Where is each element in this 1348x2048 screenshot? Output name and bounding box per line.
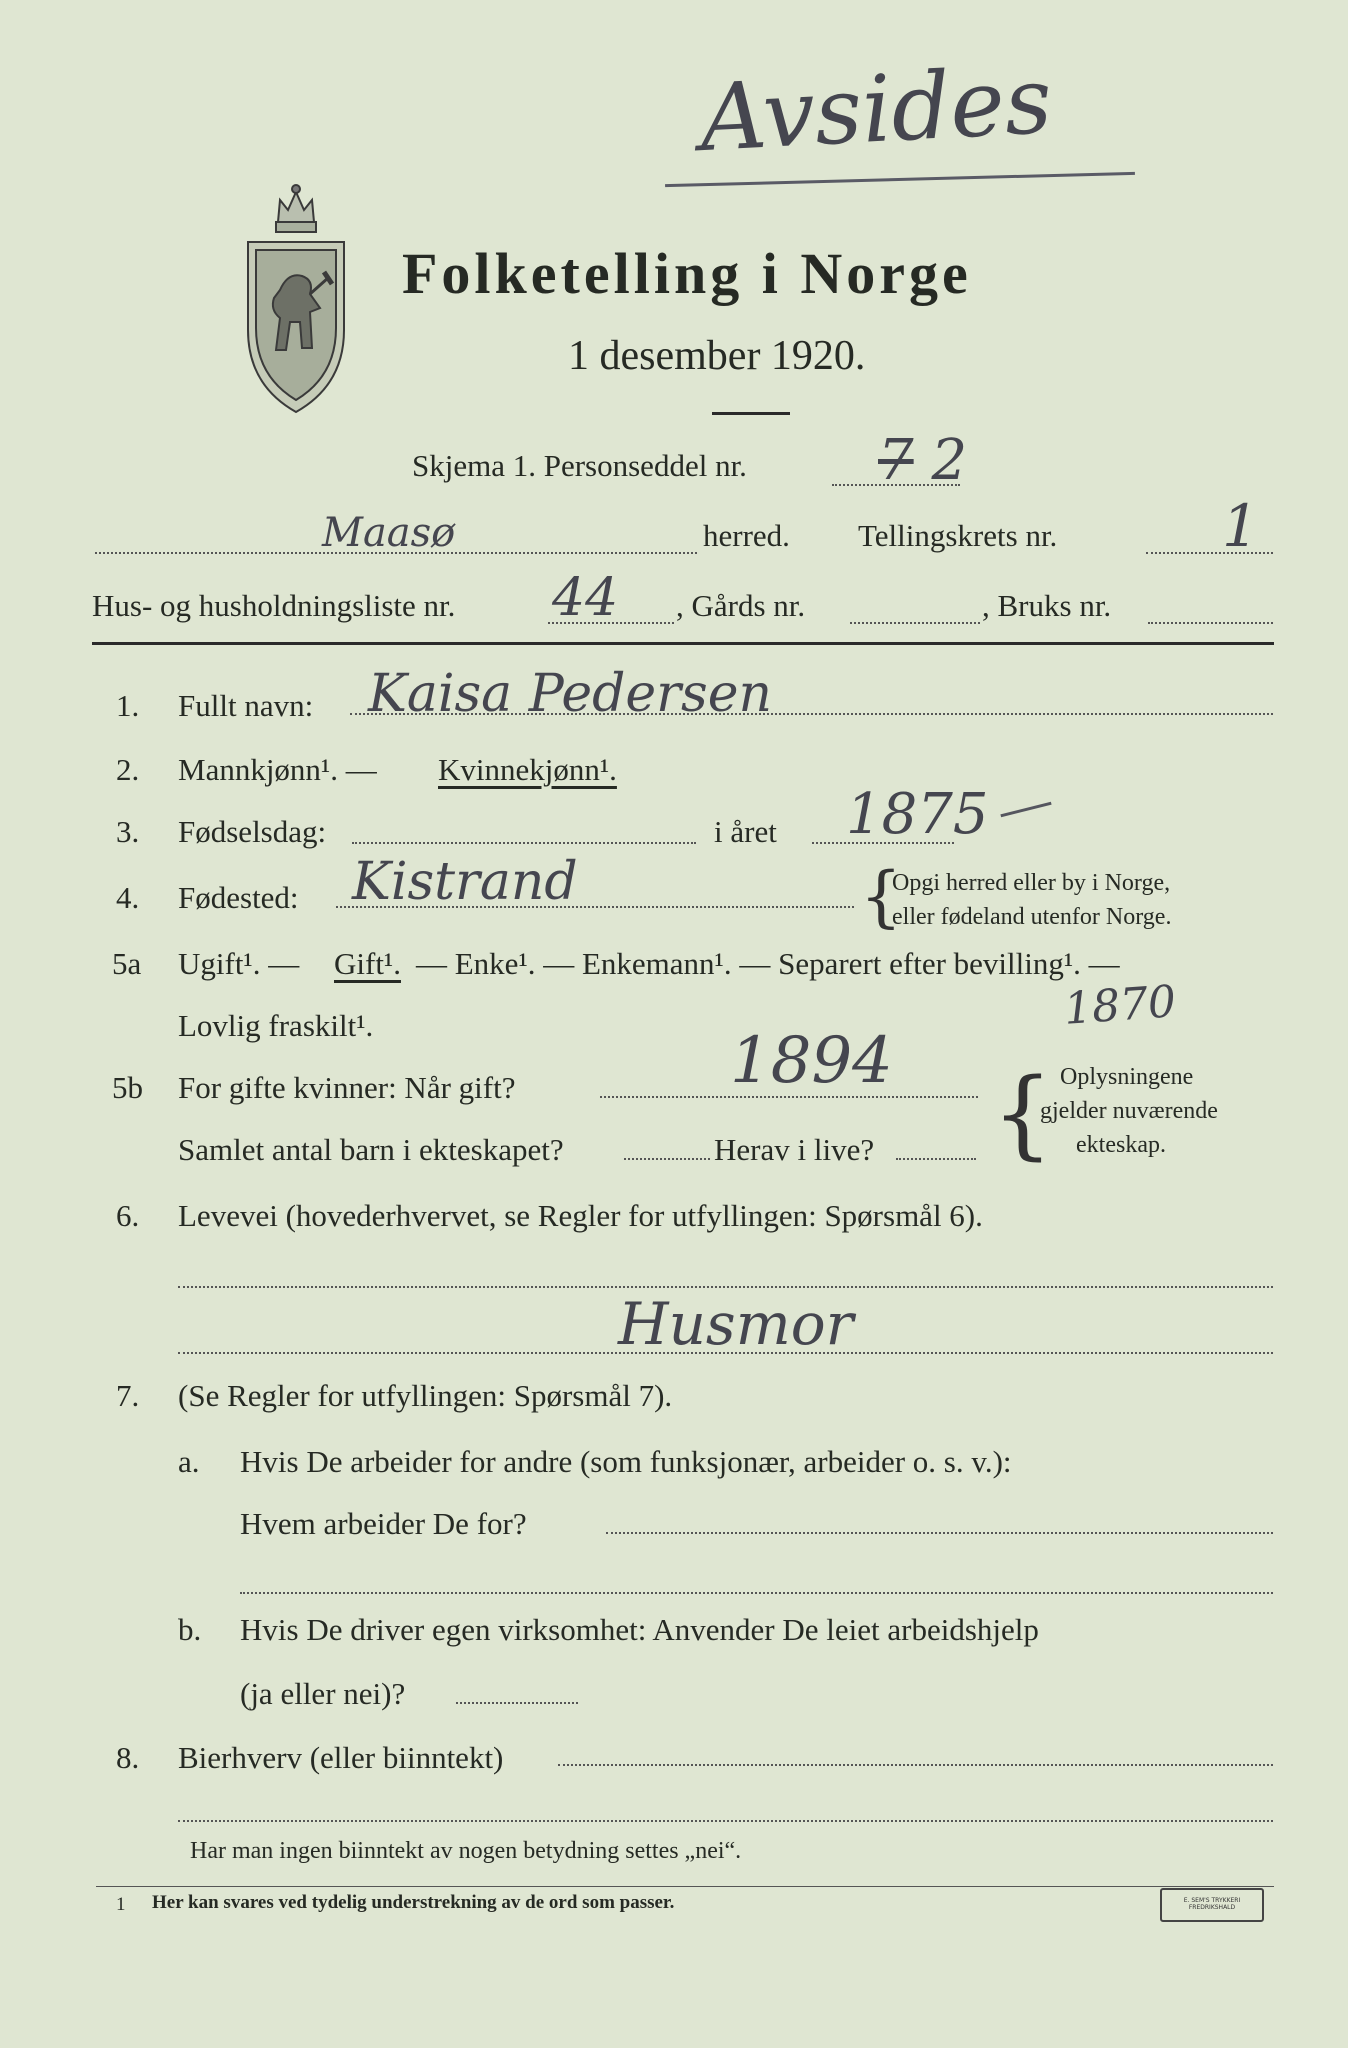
q1-label: Fullt navn: bbox=[178, 688, 314, 723]
herred-label: herred. bbox=[703, 518, 790, 553]
handwritten-birthplace: Kistrand bbox=[352, 852, 578, 912]
bruks-label: , Bruks nr. bbox=[982, 588, 1112, 623]
handwritten-tellingskrets: 1 bbox=[1222, 492, 1259, 560]
employer-field-line2[interactable] bbox=[240, 1592, 1273, 1594]
alive-field[interactable] bbox=[896, 1158, 976, 1160]
q5a-ugift-option[interactable]: Ugift¹. — bbox=[178, 946, 300, 981]
q6-label: Levevei (hovederhvervet, se Regler for utfyllingen: Spørsmål 6). bbox=[178, 1198, 983, 1233]
q5b-note-line3: ekteskap. bbox=[1076, 1132, 1166, 1158]
side-income-field-line2[interactable] bbox=[178, 1820, 1273, 1822]
norway-coat-of-arms-icon bbox=[240, 180, 352, 416]
form-title: Folketelling i Norge bbox=[402, 241, 972, 306]
handwritten-married-year: 1894 bbox=[730, 1024, 893, 1098]
q6-number: 6. bbox=[116, 1198, 140, 1233]
q5b-note-line2: gjelder nuværende bbox=[1040, 1098, 1218, 1124]
handwritten-personseddel-nr bbox=[878, 428, 967, 493]
q8-number: 8. bbox=[116, 1740, 140, 1775]
birthday-field[interactable] bbox=[352, 842, 696, 844]
q3-number: 3. bbox=[116, 814, 140, 849]
q5b-note-brace: { bbox=[992, 1058, 1054, 1170]
q8-note: Har man ingen biinntekt av nogen betydning settes „nei“. bbox=[190, 1838, 742, 1864]
handwritten-marriage-note: 1870 bbox=[1062, 976, 1178, 1035]
handwritten-full-name: Kaisa Pedersen bbox=[368, 664, 772, 724]
q2-number: 2. bbox=[116, 752, 140, 787]
printer-stamp bbox=[1160, 1888, 1264, 1922]
q3-year-label: i året bbox=[714, 814, 777, 849]
q7a-sub-label: Hvem arbeider De for? bbox=[240, 1506, 527, 1541]
q2-female-option[interactable]: Kvinnekjønn¹. bbox=[438, 752, 617, 787]
q5b-alive-label: Herav i live? bbox=[714, 1132, 875, 1167]
q7b-letter: b. bbox=[178, 1612, 202, 1647]
printer-stamp-text: E. SEM'S TRYKKERI FREDRIKSHALD bbox=[1183, 1897, 1241, 1911]
handwritten-personseddel-value: 2 bbox=[931, 428, 968, 493]
hus-label: Hus- og husholdningsliste nr. bbox=[92, 588, 456, 623]
title-divider bbox=[712, 412, 790, 415]
q1-number: 1. bbox=[116, 688, 140, 723]
q7b-sub-label: (ja eller nei)? bbox=[240, 1676, 406, 1711]
q7-number: 7. bbox=[116, 1378, 140, 1413]
q5a-other-options[interactable]: — Enke¹. — Enkemann¹. — Separert efter bevilling¹. — bbox=[416, 946, 1120, 981]
footnote-marker: 1 bbox=[116, 1894, 126, 1915]
footnote-text: Her kan svares ved tydelig understrekning av de ord som passer. bbox=[152, 1892, 675, 1913]
schema-label: Skjema 1. Personseddel nr. bbox=[412, 448, 747, 483]
q5a-number: 5a bbox=[112, 946, 142, 981]
tellingskrets-label: Tellingskrets nr. bbox=[858, 518, 1058, 553]
handwritten-underline bbox=[665, 172, 1135, 187]
gards-label: , Gårds nr. bbox=[676, 588, 806, 623]
handwritten-occupation: Husmor bbox=[618, 1290, 854, 1358]
q7-label: (Se Regler for utfyllingen: Spørsmål 7). bbox=[178, 1378, 673, 1413]
footnote-separator bbox=[96, 1886, 1274, 1887]
q4-note-line2: eller fødeland utenfor Norge. bbox=[892, 904, 1172, 930]
q5b-label: For gifte kvinner: Når gift? bbox=[178, 1070, 516, 1105]
side-income-field-line1[interactable] bbox=[558, 1764, 1273, 1766]
handwritten-top-note: Avsides bbox=[697, 46, 1055, 173]
birth-year-tail-stroke bbox=[1000, 802, 1051, 817]
handwritten-municipality: Maasø bbox=[322, 510, 456, 556]
handwritten-birth-year: 1875 bbox=[846, 782, 989, 847]
handwritten-husholdningsliste: 44 bbox=[552, 568, 619, 628]
q4-number: 4. bbox=[116, 880, 140, 915]
occupation-field-line1[interactable] bbox=[178, 1286, 1273, 1288]
hired-help-field[interactable] bbox=[456, 1702, 578, 1704]
q5b-children-label: Samlet antal barn i ekteskapet? bbox=[178, 1132, 564, 1167]
q4-note-brace: { bbox=[860, 858, 902, 935]
q4-note-line1: Opgi herred eller by i Norge, bbox=[892, 870, 1171, 896]
census-date: 1 desember 1920. bbox=[568, 333, 866, 379]
gards-field[interactable] bbox=[850, 622, 980, 624]
children-field[interactable] bbox=[624, 1158, 710, 1160]
bruks-field[interactable] bbox=[1148, 622, 1273, 624]
header-separator bbox=[92, 642, 1274, 645]
employer-field-line1[interactable] bbox=[606, 1532, 1273, 1534]
q8-label: Bierhverv (eller biinntekt) bbox=[178, 1740, 504, 1775]
q7b-text: Hvis De driver egen virksomhet: Anvender De leiet arbeidshjelp bbox=[240, 1612, 1039, 1647]
q5a-gift-option[interactable]: Gift¹. bbox=[334, 946, 401, 981]
q4-label: Fødested: bbox=[178, 880, 299, 915]
struck-digit: 7 bbox=[878, 428, 914, 493]
q5a-fraskilt-option[interactable]: Lovlig fraskilt¹. bbox=[178, 1008, 374, 1043]
q5b-note-line1: Oplysningene bbox=[1060, 1064, 1194, 1090]
q7a-letter: a. bbox=[178, 1444, 200, 1479]
q3-label: Fødselsdag: bbox=[178, 814, 327, 849]
q2-male-option[interactable]: Mannkjønn¹. — bbox=[178, 752, 377, 787]
q7a-text: Hvis De arbeider for andre (som funksjonær, arbeider o. s. v.): bbox=[240, 1444, 1012, 1479]
q5b-number: 5b bbox=[112, 1070, 143, 1105]
